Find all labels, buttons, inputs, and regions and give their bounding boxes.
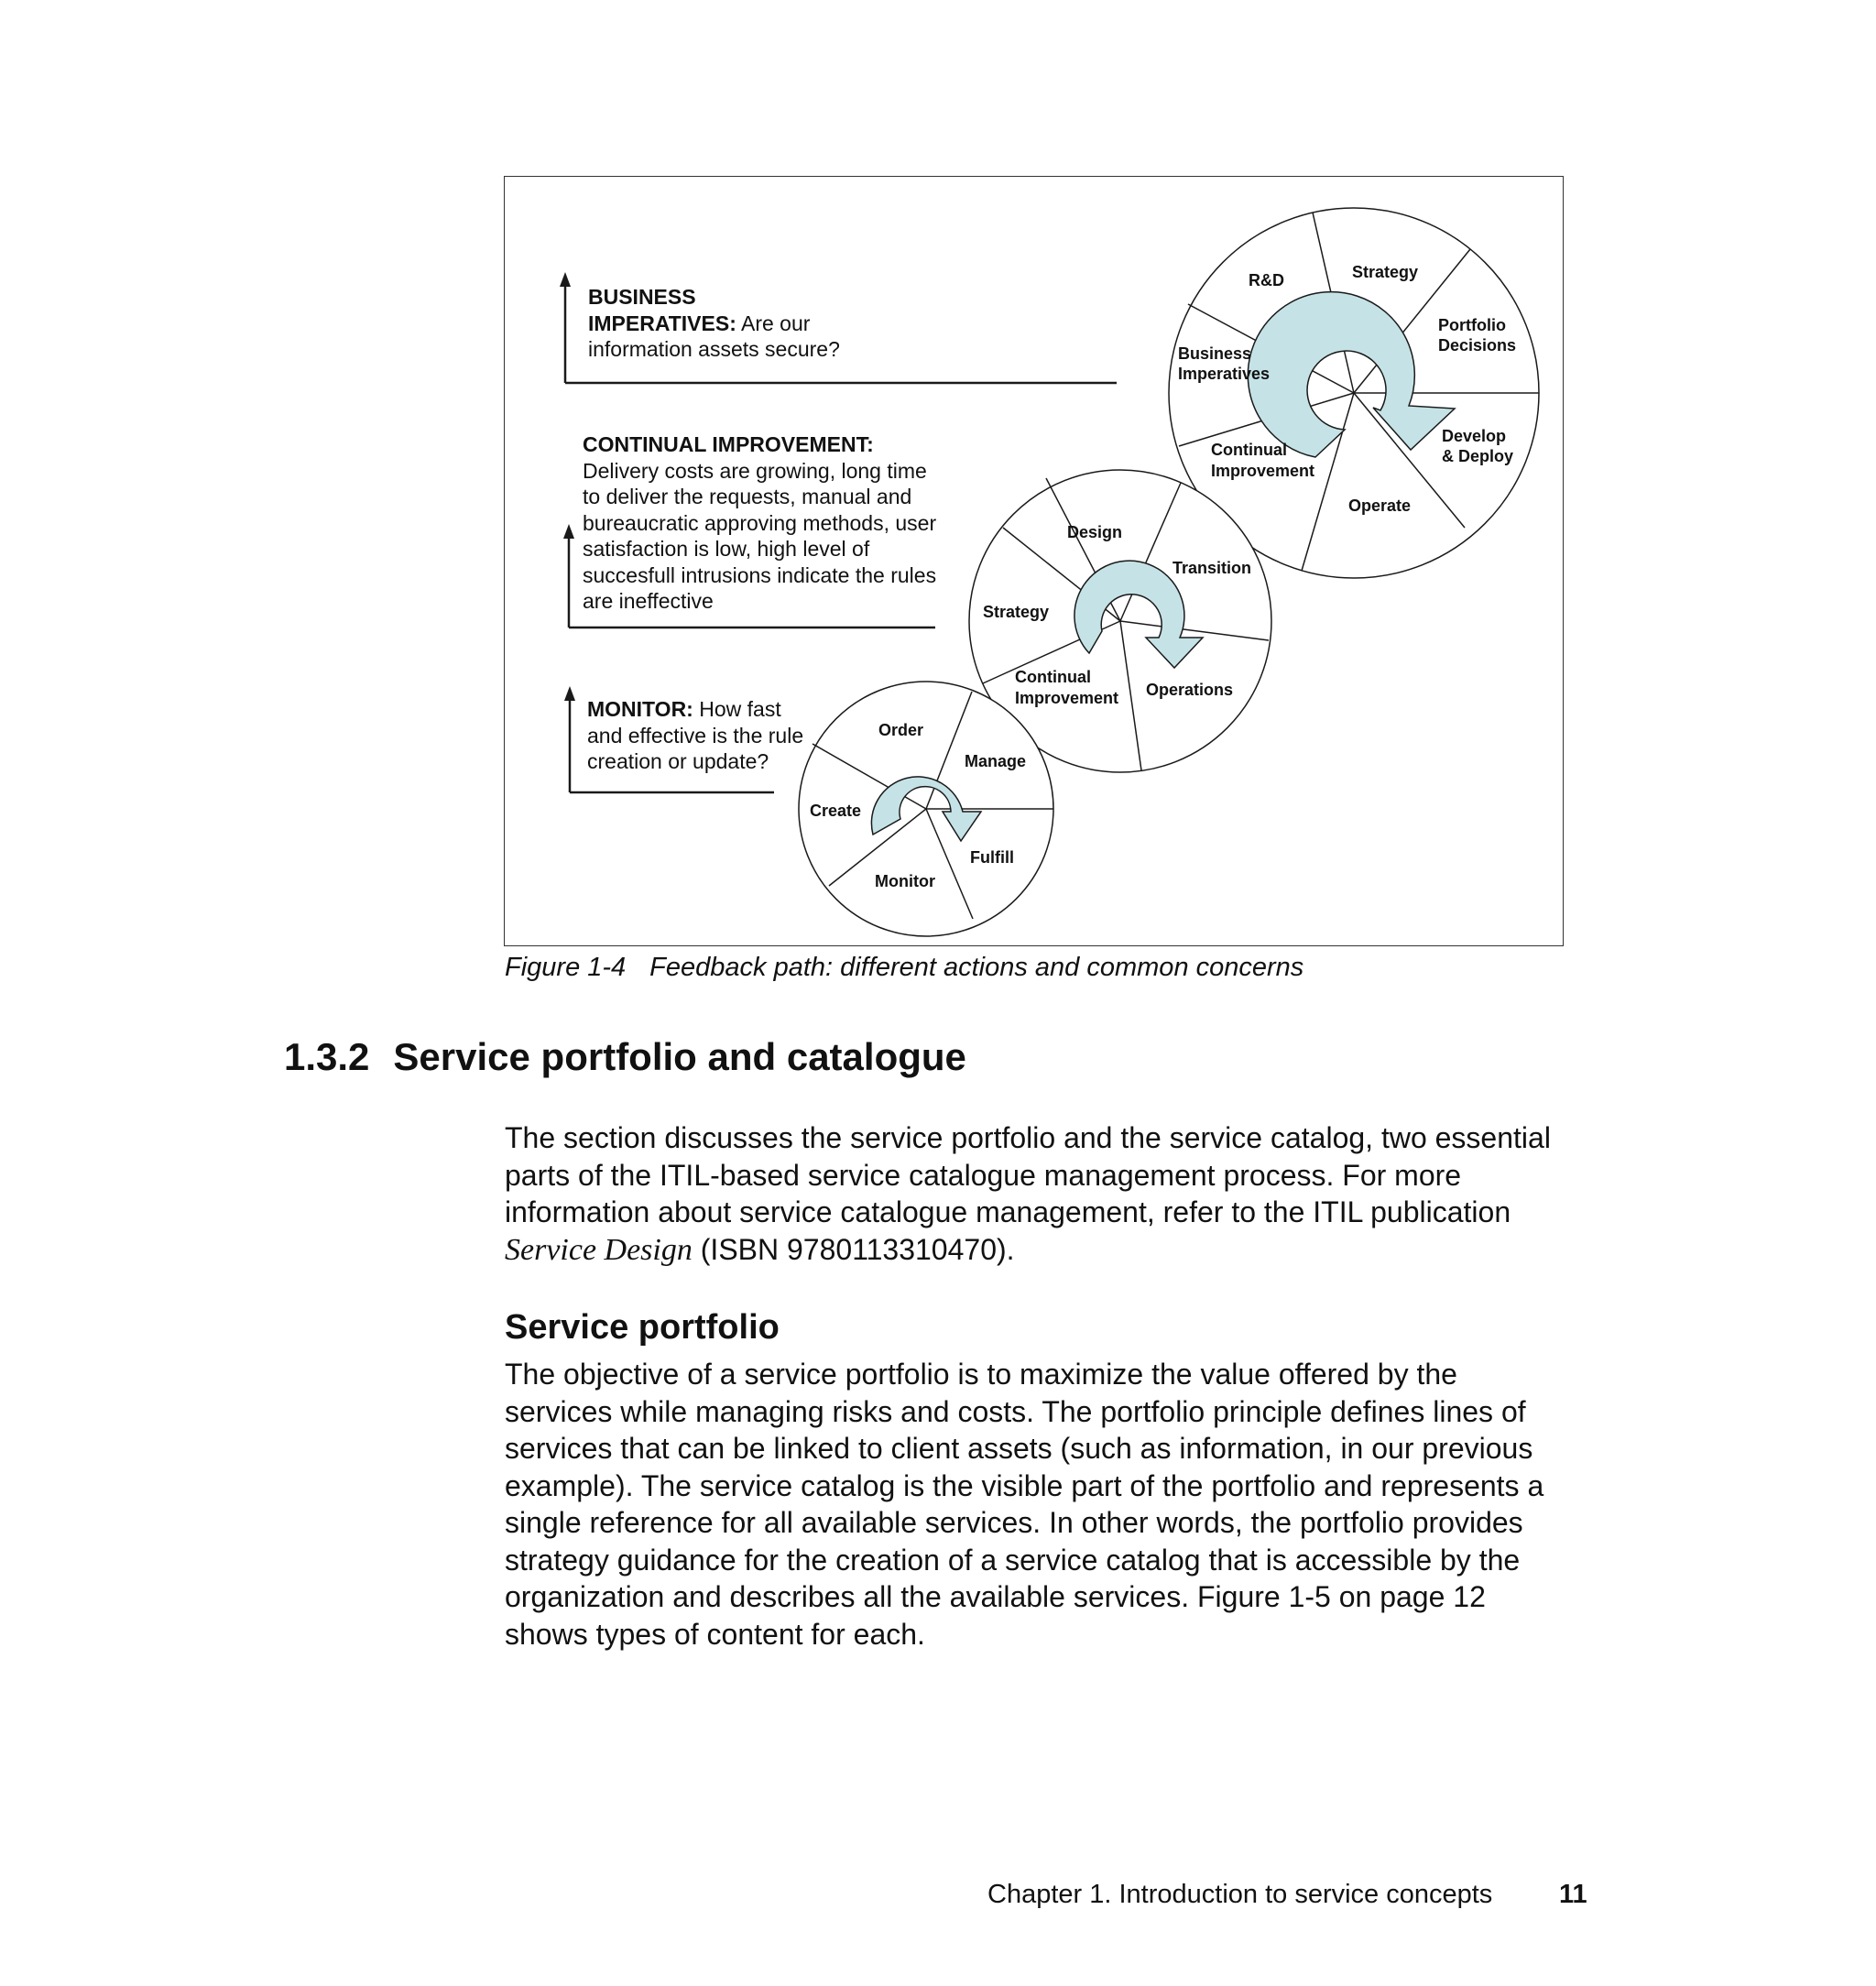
- page-number: 11: [1559, 1880, 1587, 1909]
- wheel-large-operate: Operate: [1348, 496, 1412, 515]
- figure-caption: [505, 953, 1303, 983]
- wheel-medium-continual: Continual: [1015, 668, 1091, 686]
- intro-tail: (ISBN 9780113310470).: [692, 1232, 1015, 1266]
- wheel-large-develop: Develop: [1442, 427, 1507, 445]
- monitor-title: MONITOR:: [587, 697, 693, 721]
- continual-annotation: [583, 431, 936, 615]
- business-text-line3: information assets secure?: [588, 337, 840, 361]
- body-line: The objective of a service portfolio is to maximize the value offered by the: [505, 1358, 1457, 1391]
- continual-line: succesfull intrusions indicate the rules: [583, 562, 937, 587]
- wheel-small-order: Order: [878, 721, 924, 739]
- body-line: example). The service catalog is the visible part of the portfolio and represents a: [505, 1468, 1544, 1502]
- wheel-small-create: Create: [810, 802, 862, 820]
- monitor-text-tail: How fast: [693, 697, 781, 721]
- wheel-medium-operations: Operations: [1146, 681, 1234, 699]
- body-line: strategy guidance for the creation of a service catalog that is accessible by the: [505, 1543, 1521, 1577]
- intro-line: parts of the ITIL-based service catalogue management process. For more: [505, 1158, 1462, 1192]
- wheel-large-business: Business: [1178, 344, 1252, 363]
- wheel-small-fulfill: Fulfill: [970, 848, 1014, 867]
- footer-chapter: Chapter 1. Introduction to service concepts: [987, 1880, 1493, 1909]
- wheel-small-manage: Manage: [965, 752, 1027, 770]
- caption-text: Feedback path: different actions and common concerns: [649, 953, 1304, 982]
- page-footer: [987, 1880, 1587, 1910]
- wheel-large-strategy: Strategy: [1352, 263, 1419, 281]
- business-text-tail: Are our: [736, 311, 811, 335]
- body-line: services while managing risks and costs. The portfolio principle defines lines of: [505, 1394, 1526, 1428]
- wheel-large-continual: Continual: [1211, 441, 1287, 459]
- business-annotation: [588, 284, 840, 363]
- body-line: shows types of content for each.: [505, 1617, 925, 1651]
- figure-1-4: [504, 176, 1564, 946]
- monitor-line2: and effective is the rule: [587, 723, 804, 747]
- body-line: organization and describes all the available services. Figure 1-5 on page 12: [505, 1580, 1486, 1613]
- wheel-large-rd: R&D: [1249, 271, 1284, 289]
- intro-paragraph: [505, 1119, 1604, 1269]
- subheading-service-portfolio: Service portfolio: [505, 1308, 780, 1347]
- body-paragraph: [505, 1356, 1604, 1653]
- continual-line: to deliver the requests, manual and: [583, 485, 912, 508]
- continual-line: bureaucratic approving methods, user: [583, 510, 937, 535]
- section-heading: [284, 1035, 966, 1079]
- wheel-small-monitor: Monitor: [875, 872, 935, 890]
- wheel-large-deploy: & Deploy: [1442, 447, 1514, 465]
- business-title-line1: BUSINESS: [588, 285, 696, 309]
- wheel-medium-improvement: Improvement: [1015, 689, 1119, 707]
- intro-line: information about service catalogue management, refer to the ITIL publication: [505, 1195, 1511, 1228]
- wheel-medium-design: Design: [1067, 523, 1123, 541]
- wheel-medium-strategy: Strategy: [983, 603, 1050, 621]
- body-line: single reference for all available services. In other words, the portfolio provides: [505, 1506, 1523, 1539]
- business-title-line2: IMPERATIVES:: [588, 311, 736, 335]
- continual-line: Delivery costs are growing, long time: [583, 458, 927, 483]
- monitor-annotation: [587, 696, 803, 775]
- section-title: Service portfolio and catalogue: [393, 1035, 966, 1078]
- wheel-large-portfolio: Portfolio: [1438, 316, 1506, 334]
- intro-italic-title: Service Design: [505, 1232, 693, 1267]
- monitor-line3: creation or update?: [587, 749, 769, 773]
- wheel-large-decisions: Decisions: [1438, 336, 1517, 355]
- continual-line: are ineffective: [583, 589, 714, 613]
- wheel-large-improvement: Improvement: [1211, 462, 1315, 480]
- wheel-medium-transition: Transition: [1172, 559, 1252, 577]
- continual-title: CONTINUAL IMPROVEMENT:: [583, 432, 874, 456]
- wheel-large-imperatives: Imperatives: [1178, 365, 1271, 383]
- intro-line: The section discusses the service portfolio and the service catalog, two essential: [505, 1121, 1551, 1154]
- body-line: services that can be linked to client assets (such as information, in our previous: [505, 1432, 1533, 1465]
- continual-line: satisfaction is low, high level of: [583, 537, 870, 561]
- caption-number: Figure 1-4: [505, 953, 627, 982]
- section-number: 1.3.2: [284, 1035, 370, 1078]
